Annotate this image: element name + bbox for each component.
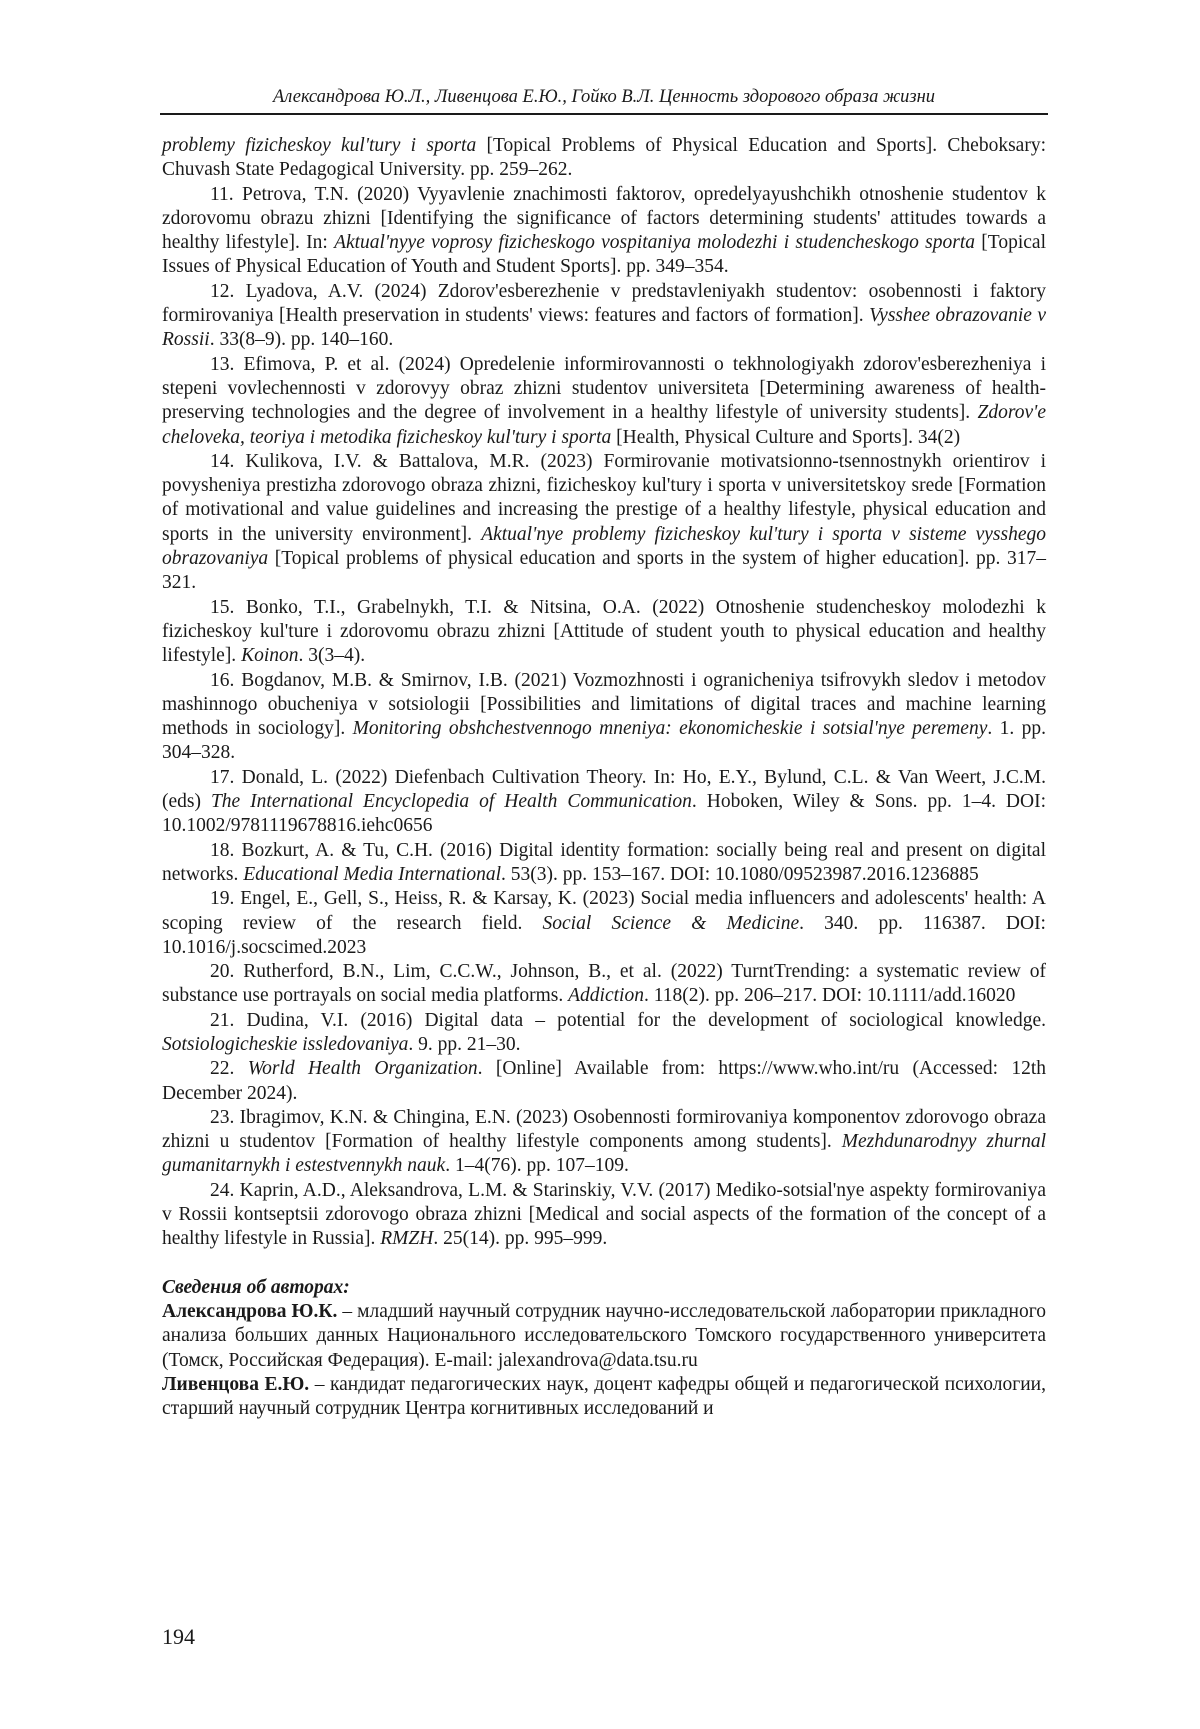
page-number: 194: [162, 1624, 195, 1649]
reference-source-title: Sotsiologicheskie issledovaniya: [162, 1033, 409, 1055]
reference-text: 12. Lyadova, A.V. (2024) Zdorov'esberezhenie v predstavleniyakh studentov: osobennosti i faktory formirovaniya [Health preservation in students' views: features and factors of formation].: [162, 280, 1046, 327]
reference-entry: [162, 839, 1046, 888]
author-entry: [162, 1300, 1046, 1373]
reference-text: 16. Bogdanov, M.B. & Smirnov, I.B. (2021) Vozmozhnosti i ogranicheniya tsifrovykh sledov i metodov mashinnogo obucheniya v sotsiologii [Possibilities and limitations of digital traces and machine learning methods in sociology].: [162, 669, 1046, 740]
reference-list: [162, 134, 1046, 1252]
reference-text: . 118(2). pp. 206–217. DOI: 10.1111/add.16020: [643, 985, 1016, 1007]
reference-entry: [162, 887, 1046, 960]
running-header: Александрова Ю.Л., Ливенцова Е.Ю., Гойко В.Л. Ценность здорового образа жизни: [272, 87, 936, 107]
page-body: [162, 134, 1046, 1421]
reference-source-title: Aktual'nye problemy fizicheskoy kul'tury i sporta v sisteme vysshego obrazovaniya: [162, 523, 1047, 570]
reference-entry: [162, 280, 1046, 353]
reference-entry: [162, 766, 1046, 839]
reference-source-title: RMZH: [380, 1228, 434, 1250]
reference-text: [Topical problems of physical education and sports in the system of higher education]. pp. 317–321.: [162, 548, 1046, 594]
reference-source-title: Social Science & Medicine: [542, 912, 800, 934]
reference-text: . [Online] Available from: https://www.who.int/ru (Accessed: 12th December 2024).: [162, 1058, 1046, 1104]
reference-text: 21. Dudina, V.I. (2016) Digital data – potential for the development of sociological knowledge.: [210, 1009, 1046, 1031]
reference-entry: [162, 1106, 1046, 1179]
author-name: Ливенцова Е.Ю.: [162, 1373, 310, 1395]
reference-source-title: Koinon: [241, 645, 299, 667]
reference-source-title: Mezhdunarodnyy zhurnal gumanitarnykh i estestvennykh nauk: [162, 1131, 1046, 1177]
reference-entry: [162, 1179, 1046, 1252]
reference-text: . Hoboken, Wiley & Sons. pp. 1–4. DOI: 10.1002/9781119678816.iehc0656: [162, 791, 1046, 837]
reference-entry: [162, 134, 1046, 183]
reference-text: 24. Kaprin, A.D., Aleksandrova, L.M. & Starinskiy, V.V. (2017) Mediko-sotsial'nye aspekty formirovaniya v Rossii kontseptsii zdorovogo obraza zhizni [Medical and social aspects of the formation of the concept of a healthy lifestyle in Russia].: [162, 1179, 1046, 1250]
reference-text: [Topical Problems of Physical Education and Sports]. Cheboksary: Chuvash State Pedagogical University. pp. 259–262.: [162, 135, 1046, 181]
reference-text: . 340. pp. 116387. DOI: 10.1016/j.socscimed.2023: [162, 912, 1046, 958]
reference-text: 11. Petrova, T.N. (2020) Vyyavlenie znachimosti faktorov, opredelyayushchikh otnoshenie studentov k zdorovomu obrazu zhizni [Identifying the significance of factors determining students' attitudes towards a healthy lifestyle]. In:: [162, 183, 1046, 254]
author-name: Александрова Ю.К.: [162, 1300, 338, 1322]
reference-entry: [162, 960, 1046, 1009]
reference-text: 14. Kulikova, I.V. & Battalova, M.R. (2023) Formirovanie motivatsionno-tsennostnykh orientirov i povysheniya prestizha zdorovogo obraza zhizni, fizicheskoy kul'tury i sporta v universitetskoy srede [Formation of motivational and value guidelines and increasing the prestige of a healthy lifestyle, physical education and sports in the university environment].: [162, 450, 1046, 545]
reference-source-title: The International Encyclopedia of Health Communication: [210, 791, 692, 813]
reference-source-title: Vysshee obrazovanie v Rossii: [162, 305, 1046, 351]
author-entry: [162, 1373, 1046, 1422]
reference-text: 23. Ibragimov, K.N. & Chingina, E.N. (2023) Osobennosti formirovaniya komponentov zdorovogo obraza zhizni u studentov [Formation of healthy lifestyle components among students].: [162, 1106, 1046, 1153]
reference-text: 17. Donald, L. (2022) Diefenbach Cultivation Theory. In: Ho, E.Y., Bylund, C.L. & Van Weert, J.C.M. (eds): [162, 766, 1046, 813]
reference-text: . 1. pp. 304–328.: [162, 718, 1047, 764]
reference-text: 20. Rutherford, B.N., Lim, C.C.W., Johnson, B., et al. (2022) TurntTrending: a systematic review of substance use portrayals on social media platforms.: [162, 961, 1046, 1007]
reference-text: . 9. pp. 21–30.: [408, 1033, 521, 1055]
reference-entry: [162, 1057, 1046, 1106]
reference-text: 22.: [210, 1058, 248, 1080]
author-description: – кандидат педагогических наук, доцент кафедры общей и педагогической психологии, старший научный сотрудник Центра когнитивных исследований и: [162, 1373, 1046, 1420]
reference-entry: [162, 669, 1046, 766]
authors-heading: Сведения об авторах:: [162, 1276, 350, 1298]
reference-text: 15. Bonko, T.I., Grabelnykh, T.I. & Nitsina, O.A. (2022) Otnoshenie studencheskoy molodezhi k fizicheskoy kul'ture i zdorovomu obrazu zhizni [Attitude of student youth to physical education and healthy lifestyle].: [162, 596, 1046, 667]
reference-source-title: Zdorov'e cheloveka, teoriya i metodika fizicheskoy kul'tury i sporta: [162, 402, 1046, 448]
reference-entry: [162, 450, 1046, 596]
reference-entry: [162, 1009, 1046, 1058]
author-description: – младший научный сотрудник научно-исследовательской лаборатории прикладного анализа больших данных Национального исследовательского Томского государственного университета (Томск, Российская Федерация). E-mail: jalexandrova@data.tsu.ru: [162, 1300, 1047, 1371]
reference-text: . 25(14). pp. 995–999.: [433, 1228, 608, 1250]
reference-entry: [162, 353, 1046, 450]
reference-text: 18. Bozkurt, A. & Tu, C.H. (2016) Digital identity formation: socially being real and present on digital networks.: [162, 839, 1046, 885]
reference-text: . 3(3–4).: [298, 645, 366, 667]
reference-source-title: Educational Media International: [243, 863, 502, 885]
reference-text: . 1–4(76). pp. 107–109.: [445, 1155, 629, 1177]
reference-text: . 53(3). pp. 153–167. DOI: 10.1080/09523987.2016.1236885: [501, 863, 979, 885]
reference-entry: [162, 183, 1046, 280]
reference-text: [Topical Issues of Physical Education of Youth and Student Sports]. pp. 349–354.: [162, 232, 1046, 278]
reference-text: 19. Engel, E., Gell, S., Heiss, R. & Karsay, K. (2023) Social media influencers and adolescents' health: A scoping review of the research field.: [162, 888, 1046, 934]
header-divider: [160, 113, 1048, 115]
reference-entry: [162, 596, 1046, 669]
reference-source-title: World Health Organization: [247, 1058, 478, 1080]
reference-text: 13. Efimova, P. et al. (2024) Opredelenie informirovannosti o tekhnologiyakh zdorov'esberezheniya i stepeni vovlechennosti v zdorovyy obraz zhizni studentov universiteta [Determining awareness of health-preserving technologies and the degree of involvement in a healthy lifestyle of university students].: [162, 353, 1046, 424]
reference-text: [Health, Physical Culture and Sports]. 34(2): [611, 426, 961, 448]
reference-source-title: Aktual'nyye voprosy fizicheskogo vospitaniya molodezhi i studencheskogo sporta: [334, 232, 976, 254]
authors-section: [162, 1276, 1046, 1422]
reference-text: . 33(8–9). pp. 140–160.: [209, 329, 394, 351]
reference-source-title: Addiction: [568, 985, 644, 1007]
reference-source-title: problemy fizicheskoy kul'tury i sporta: [162, 135, 477, 156]
reference-source-title: Monitoring obshchestvennogo mneniya: ekonomicheskie i sotsial'nye peremeny: [352, 718, 988, 740]
